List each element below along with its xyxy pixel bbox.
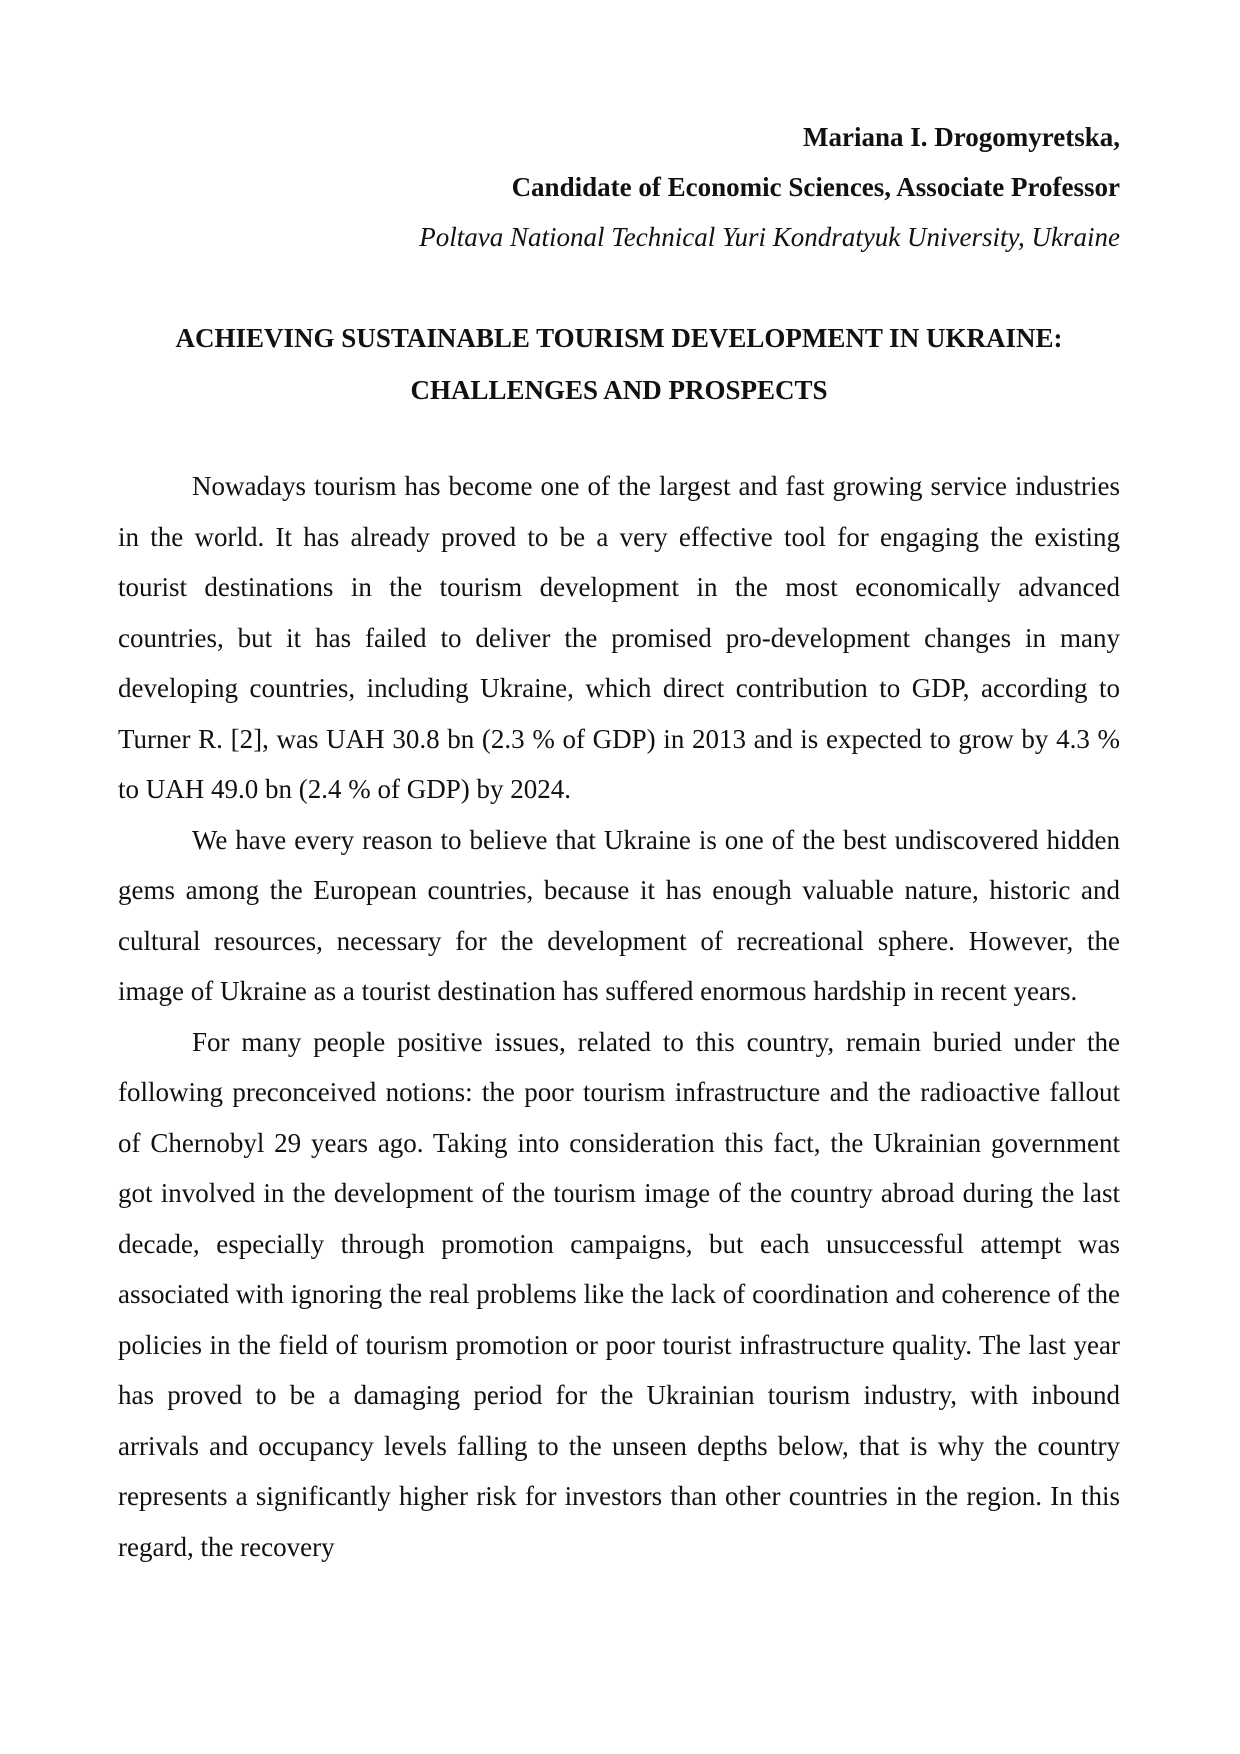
document-page bbox=[118, 0, 1120, 1754]
paper-title-line-1: ACHIEVING SUSTAINABLE TOURISM DEVELOPMENT IN UKRAINE: bbox=[175, 323, 1063, 353]
author-degree: Candidate of Economic Sciences, Associate Professor bbox=[511, 172, 1120, 202]
paper-title-line-2: CHALLENGES AND PROSPECTS bbox=[410, 375, 828, 405]
paper-title bbox=[118, 312, 1120, 416]
paragraph-1: Nowadays tourism has become one of the largest and fast growing service industries in the world. It has already proved to be a very effective tool for engaging the existing tourist destinations in the tourism development in the most economically advanced countries, but it has failed to deliver the promised pro-development changes in many developing countries, including Ukraine, which direct contribution to GDP, according to Turner R. [2], was UAH 30.8 bn (2.3 % of GDP) in 2013 and is expected to grow by 4.3 % to UAH 49.0 bn (2.4 % of GDP) by 2024. bbox=[118, 471, 1120, 804]
paragraph-2: We have every reason to believe that Ukraine is one of the best undiscovered hidden gems among the European countries, because it has enough valuable nature, historic and cultural resources, necessary for the development of recreational sphere. However, the image of Ukraine as a tourist destination has suffered enormous hardship in recent years. bbox=[118, 824, 1120, 1006]
author-name: Mariana I. Drogomyretska, bbox=[803, 122, 1120, 152]
paragraph-3: For many people positive issues, related to this country, remain buried under the following preconceived notions: the poor tourism infrastructure and the radioactive fallout of Chernobyl 29 years ago. Taking into consideration this fact, the Ukrainian government got involved in the development of the tourism image of the country abroad during the last decade, especially through promotion campaigns, but each unsuccessful attempt was associated with ignoring the real problems like the lack of coordination and coherence of the policies in the field of tourism promotion or poor tourist infrastructure quality. The last year has proved to be a damaging period for the Ukrainian tourism industry, with inbound arrivals and occupancy levels falling to the unseen depths below, that is why the country represents a significantly higher risk for investors than other countries in the region. In this regard, the recovery bbox=[118, 1026, 1120, 1562]
author-affiliation: Poltava National Technical Yuri Kondratyuk University, Ukraine bbox=[419, 222, 1120, 252]
author-block bbox=[118, 112, 1120, 262]
body-text bbox=[118, 461, 1120, 1572]
